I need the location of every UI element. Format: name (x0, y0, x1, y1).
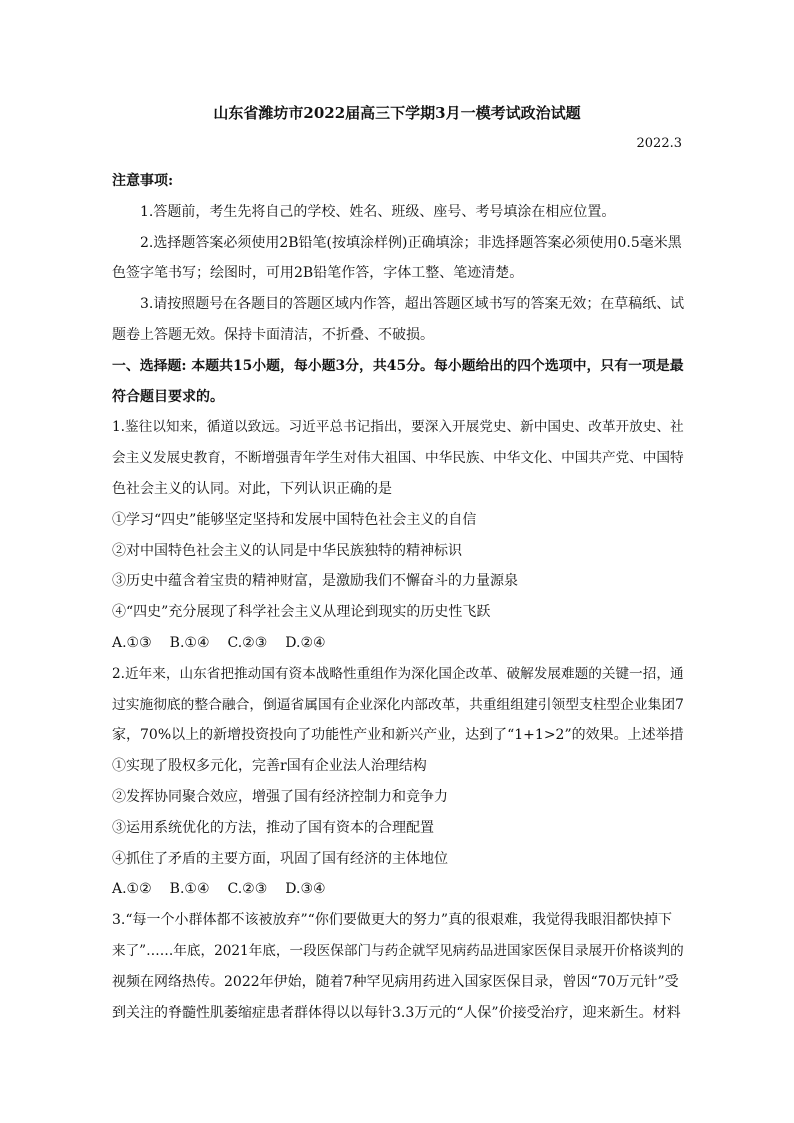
question-2-option-b[interactable]: B.①④ (169, 881, 210, 898)
question-2-statement-4: ④抓住了矛盾的主要方面，巩固了国有经济的主体地位 (112, 850, 448, 867)
question-2-option-a[interactable]: A.①② (112, 881, 152, 898)
notice-item-3-line-2: 题卷上答题无效。保持卡面清洁，不折叠、不破损。 (112, 326, 434, 343)
question-2-stem-line-1: 2.近年来，山东省把推动国有资本战略性重组作为深化国企改革、破解发展难题的关键一招，通 (112, 665, 684, 682)
question-2-statement-1: ①实现了股权多元化，完善r国有企业法人治理结构 (112, 758, 427, 775)
question-1-stem-line-1: 1.鉴往以知来，循道以致远。习近平总书记指出，要深入开展党史、新中国史、改革开放史、社 (112, 419, 684, 436)
question-2-stem-line-3: 家，70%以上的新增投资投向了功能性产业和新兴产业，达到了“1+1>2”的效果。上述举措 (112, 727, 684, 744)
exam-title: 山东省潍坊市2022届高三下学期3月一模考试政治试题 (213, 104, 581, 122)
question-1-statement-4: ④“四史”充分展现了科学社会主义从理论到现实的历史性飞跃 (112, 604, 491, 621)
exam-content (112, 166, 684, 1028)
question-2-statement-2: ②发挥协同聚合效应，增强了国有经济控制力和竞争力 (112, 788, 448, 805)
question-1-options (112, 628, 684, 659)
question-1-statement-3: ③历史中蕴含着宝贵的精神财富，是激励我们不懈奋斗的力量源泉 (112, 573, 518, 590)
exam-date: 2022.3 (636, 136, 682, 151)
question-2-option-c[interactable]: C.②③ (227, 881, 268, 898)
notice-item-2-line-1: 2.选择题答案必须使用2B铅笔(按填涂样例)正确填涂；非选择题答案必须使用0.5毫米黑 (140, 234, 682, 251)
question-2-option-d[interactable]: D.③④ (285, 881, 326, 898)
notice-item-3-line-1: 3.请按照题号在各题目的答题区域内作答，超出答题区域书写的答案无效；在草稿纸、试 (140, 296, 685, 313)
question-1-statement-2: ②对中国特色社会主义的认同是中华民族独特的精神标识 (112, 542, 462, 559)
question-3-stem-line-2: 来了”……年底，2021年底，一段医保部门与药企就罕见病药品进国家医保目录展开价格谈判的 (112, 942, 684, 959)
question-1-option-a[interactable]: A.①③ (112, 634, 152, 651)
question-1-statement-1: ①学习“四史”能够坚定坚持和发展中国特色社会主义的自信 (112, 511, 477, 528)
question-2-statement-3: ③运用系统优化的方法，推动了国有资本的合理配置 (112, 819, 434, 836)
question-2-stem-line-2: 过实施彻底的整合融合，倒逼省属国有企业深化内部改革，共重组组建引领型支柱型企业集团7 (112, 696, 684, 713)
question-1-stem-line-2: 会主义发展史教育，不断增强青年学生对伟大祖国、中华民族、中华文化、中国共产党、中国特 (112, 450, 684, 467)
question-2-options (112, 874, 684, 905)
question-1-option-b[interactable]: B.①④ (169, 634, 210, 651)
notice-heading: 注意事项: (112, 173, 174, 189)
notice-item-1: 1.答题前，考生先将自己的学校、姓名、班级、座号、考号填涂在相应位置。 (140, 203, 616, 220)
notice-item-2-line-2: 色签字笔书写；绘图时，可用2B铅笔作答，字体工整、笔迹清楚。 (112, 265, 524, 282)
question-3-stem-line-3: 视频在网络热传。2022年伊始，随着7种罕见病用药进入国家医保目录，曾因“70万元针”受 (112, 973, 679, 990)
question-3-stem-line-4: 到关注的脊髓性肌萎缩症患者群体得以以每针3.3万元的“人保”价接受治疗，迎来新生。材料 (112, 1004, 681, 1021)
section-heading-line-1: 一、选择题: 本题共15小题，每小题3分，共45分。每小题给出的四个选项中，只有一项是最 (112, 357, 684, 374)
question-3-stem-line-1: 3.“每一个小群体都不该被放弃”“你们要做更大的努力”真的很艰难，我觉得我眼泪都快掉下 (112, 912, 672, 929)
question-1-stem-line-3: 色社会主义的认同。对此，下列认识正确的是 (112, 480, 392, 497)
section-heading-line-2: 符合题目要求的。 (112, 388, 224, 405)
question-1-option-c[interactable]: C.②③ (227, 634, 268, 651)
question-1-option-d[interactable]: D.②④ (285, 634, 326, 651)
